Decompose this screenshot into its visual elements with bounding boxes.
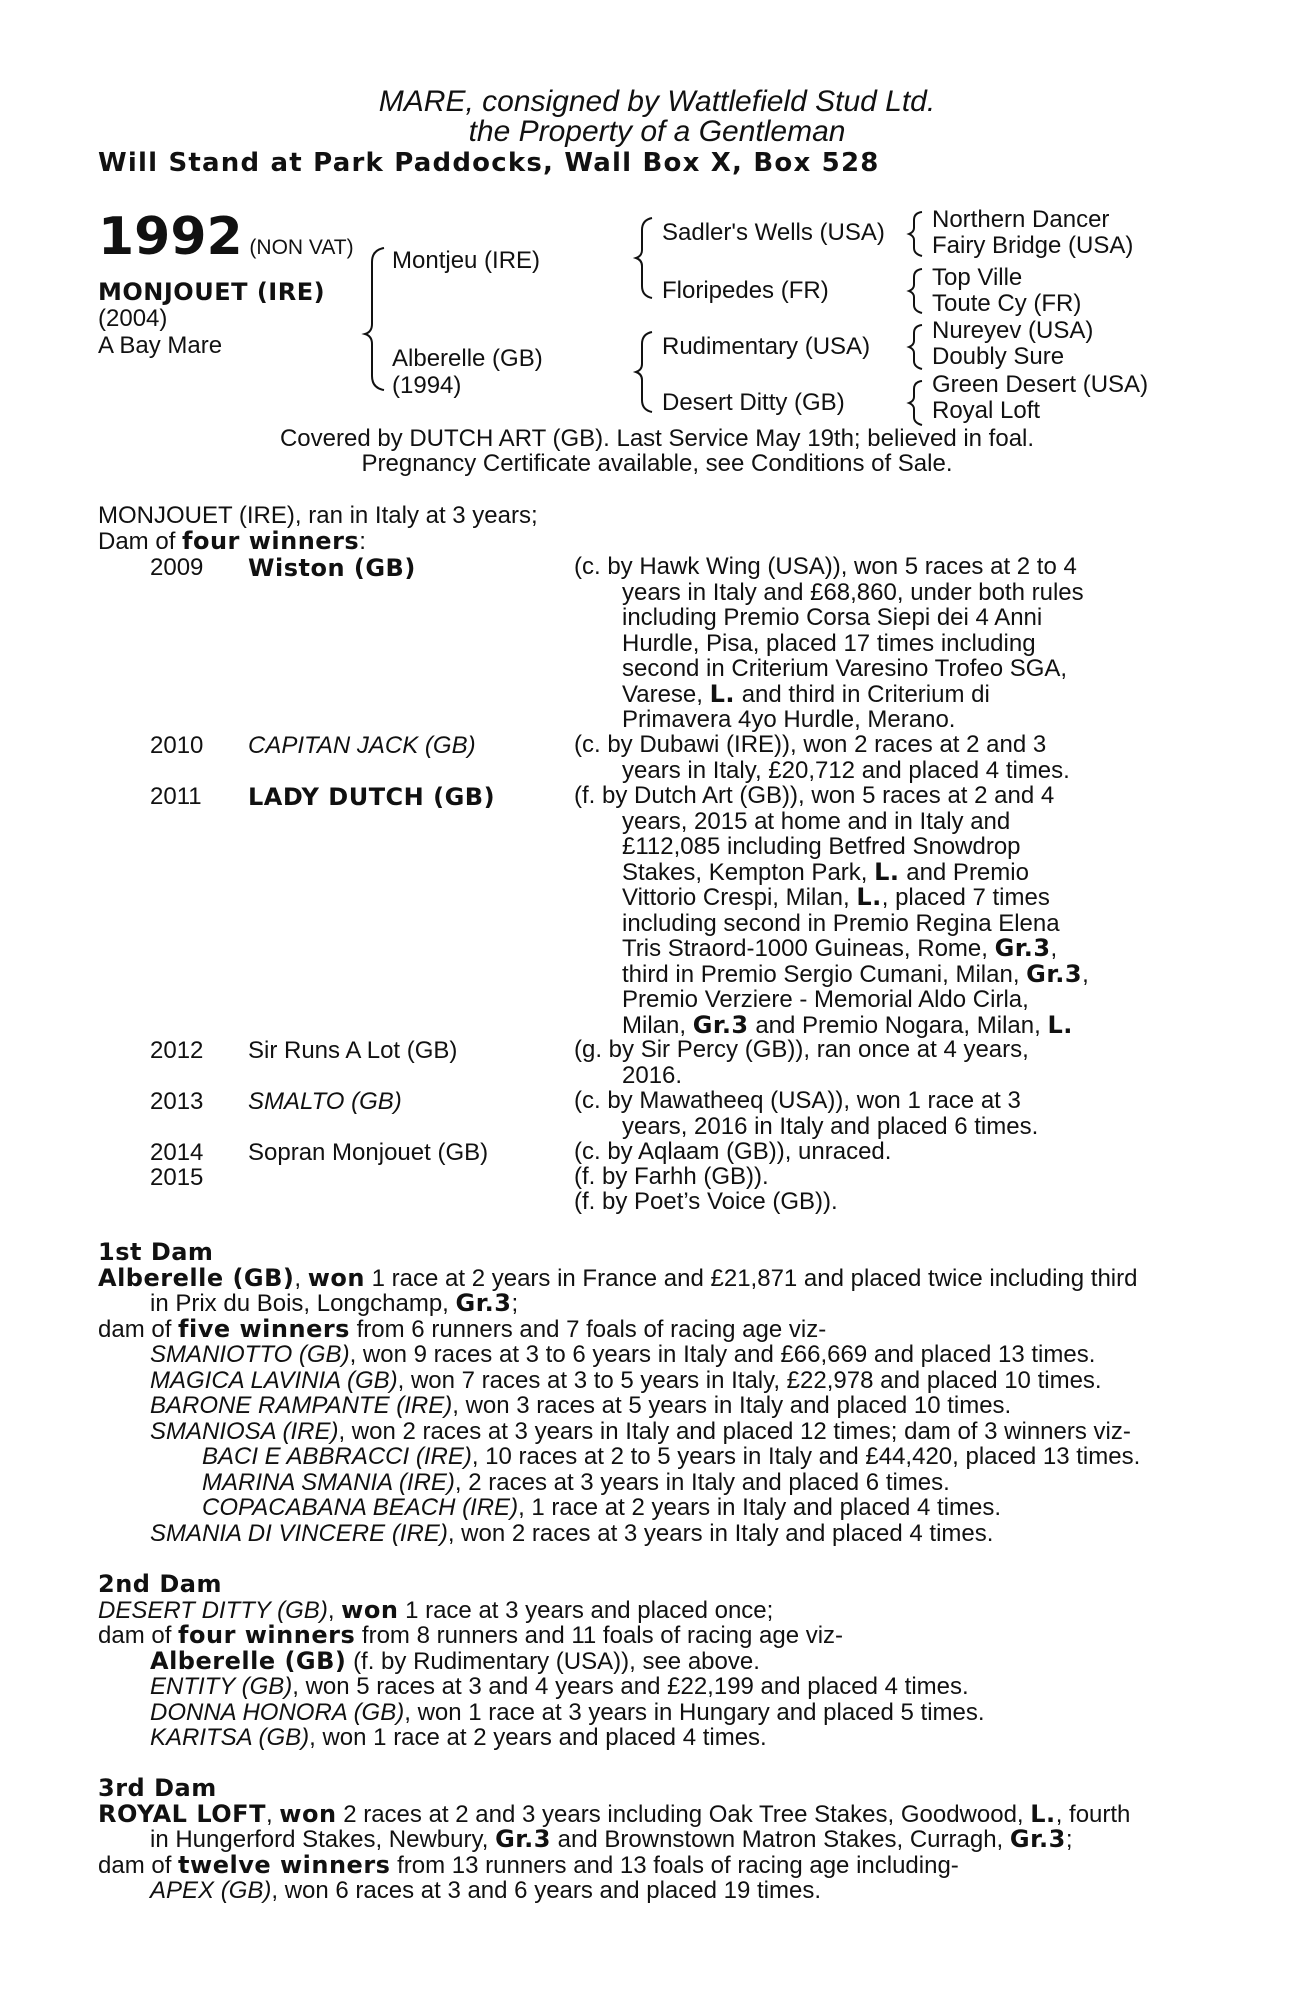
listed-badge: L. <box>1030 1799 1056 1828</box>
runner-record: , won 1 race at 2 years and placed 4 times. <box>309 1724 767 1751</box>
produce-year: 2013 <box>150 1088 204 1115</box>
produce-name: CAPITAN JACK (GB) <box>248 732 476 759</box>
first-dam-produce-summary <box>98 1314 1238 1343</box>
intro-colon: : <box>359 528 366 555</box>
runner-name: Alberelle (GB) <box>150 1646 347 1675</box>
pedigree-sds: Top Ville <box>932 264 1023 291</box>
second-dam-runner <box>98 1700 1238 1726</box>
horse-description: A Bay Mare <box>98 332 223 359</box>
detail-text: and Premio Nogara, Milan, <box>755 1011 1041 1039</box>
first-dam-runner <box>98 1419 1238 1445</box>
detail-line: (c. by Dubawi (IRE)), won 2 races at 2 and 3 <box>574 731 1047 758</box>
listed-badge: L. <box>856 883 882 911</box>
lot-vat: (NON VAT) <box>249 236 354 259</box>
third-dam-section <box>98 1776 1238 1904</box>
detail-text: , <box>1082 960 1089 988</box>
dam-name: Alberelle (GB) <box>98 1263 295 1292</box>
dam-of-text: dam of <box>98 1851 172 1879</box>
pedigree-dam-sire: Rudimentary (USA) <box>662 333 871 360</box>
produce-details <box>574 1139 1122 1165</box>
header-location: Will Stand at Park Paddocks, Wall Box X, Box 528 <box>98 148 880 178</box>
pedigree-sdd: Toute Cy (FR) <box>932 290 1082 317</box>
produce-details <box>574 1164 1122 1190</box>
pedigree-ssd: Fairy Bridge (USA) <box>932 232 1134 259</box>
pedigree-sire-sire: Sadler's Wells (USA) <box>662 219 885 246</box>
first-dam-line <box>98 1291 1238 1317</box>
semicolon: ; <box>1065 1826 1073 1853</box>
second-dam-produce-summary <box>98 1623 1238 1649</box>
semicolon: ; <box>511 1290 519 1317</box>
detail-text: Milan, <box>622 1011 687 1039</box>
runner-record: , 10 races at 2 to 5 years in Italy and £44,420, placed 13 times. <box>471 1443 1141 1470</box>
runner-name: BACI E ABBRACCI (IRE) <box>202 1443 472 1470</box>
first-dam-grandchild <box>98 1495 1238 1521</box>
detail-text: , <box>1050 935 1058 962</box>
won-text: won <box>307 1263 365 1292</box>
dam-record: 1 race at 3 years and placed once; <box>405 1596 774 1624</box>
detail-line: years in Italy, £20,712 and placed 4 times. <box>622 756 1070 784</box>
detail-line: (f. by Farhh (GB)). <box>574 1163 769 1190</box>
runner-name: COPACABANA BEACH (IRE) <box>202 1494 519 1521</box>
detail-line: years, 2015 at home and in Italy and <box>622 807 1011 835</box>
pregnancy-line: Pregnancy Certificate available, see Conditions of Sale. <box>361 450 953 477</box>
group-badge: Gr.3 <box>1026 959 1083 988</box>
runner-name: SMANIA DI VINCERE (IRE) <box>150 1519 448 1547</box>
produce-details <box>574 554 1122 733</box>
pedigree-ddd: Royal Loft <box>932 397 1041 424</box>
dam-record: , fourth <box>1055 1800 1131 1828</box>
runner-record: , won 2 races at 3 years in Italy and placed 4 times. <box>447 1519 994 1547</box>
dam-of-text: dam of <box>98 1622 172 1649</box>
intro-text: Dam of <box>98 528 183 555</box>
runners-text: from 13 runners and 13 foals of racing age including- <box>397 1851 959 1879</box>
detail-text: and Premio <box>906 858 1029 886</box>
second-dam-runner <box>98 1646 1238 1675</box>
detail-line: including Premio Corsa Siepi dei 4 Anni <box>622 604 1043 631</box>
listed-badge: L. <box>874 857 900 886</box>
detail-text: Tris Straord-1000 Guineas, Rome, <box>622 935 988 962</box>
runner-name: SMANIOSA (IRE) <box>150 1417 339 1445</box>
runner-record: , won 1 race at 3 years in Hungary and placed 5 times. <box>404 1698 985 1726</box>
produce-details <box>574 783 1122 1038</box>
produce-details <box>574 1189 1122 1215</box>
runner-record: , won 3 races at 5 years in Italy and placed 10 times. <box>452 1392 1012 1419</box>
detail-line: Premio Verziere - Memorial Aldo Cirla, <box>622 986 1029 1013</box>
first-dam-runner <box>98 1393 1238 1419</box>
header-property: the Property of a Gentleman <box>468 115 846 148</box>
dam-record: in Prix du Bois, Longchamp, <box>150 1290 449 1317</box>
third-dam-runner <box>98 1878 1238 1904</box>
produce-details <box>574 1088 1122 1139</box>
dam-record: in Hungerford Stakes, Newbury, <box>150 1826 489 1853</box>
winners-count: twelve winners <box>178 1850 391 1879</box>
produce-year: 2011 <box>150 783 202 810</box>
detail-text: Stakes, Kempton Park, <box>622 858 868 886</box>
third-dam-line <box>98 1827 1238 1853</box>
detail-line <box>574 679 1122 708</box>
first-dam-grandchild <box>98 1444 1238 1470</box>
second-dam-heading: 2nd Dam <box>98 1570 222 1598</box>
dam-of-text: dam of <box>98 1315 172 1343</box>
won-text: won <box>341 1595 399 1624</box>
first-dam-line <box>98 1263 1238 1292</box>
pedigree-dam: Alberelle (GB) <box>392 345 543 372</box>
pedigree-dam-year: (1994) <box>392 372 462 399</box>
detail-line: (c. by Mawatheeq (USA)), won 1 race at 3 <box>574 1087 1021 1114</box>
first-dam-runner <box>98 1368 1238 1394</box>
dam-name: ROYAL LOFT <box>98 1799 266 1828</box>
pedigree-dsd: Doubly Sure <box>932 343 1065 370</box>
runner-name: APEX (GB) <box>150 1877 272 1904</box>
pedigree-sire: Montjeu (IRE) <box>392 247 541 274</box>
detail-line: £112,085 including Betfred Snowdrop <box>622 833 1021 860</box>
intro-dam-of <box>98 528 366 555</box>
group-badge: Gr.3 <box>495 1825 551 1853</box>
second-dam-runner <box>98 1725 1238 1751</box>
detail-line <box>574 857 1122 886</box>
detail-line: years in Italy and £68,860, under both rules <box>622 578 1084 606</box>
runners-text: from 8 runners and 11 foals of racing age viz- <box>361 1622 844 1649</box>
group-badge: Gr.3 <box>692 1010 749 1039</box>
first-dam-runner <box>98 1521 1238 1547</box>
detail-line: (c. by Hawk Wing (USA)), won 5 races at 2 to 4 <box>574 553 1077 580</box>
detail-line <box>574 885 1122 911</box>
runner-name: SMANIOTTO (GB) <box>150 1341 350 1368</box>
produce-name: Sopran Monjouet (GB) <box>248 1139 489 1166</box>
dam-record: 1 race at 2 years in France and £21,871 and placed twice including third <box>371 1264 1138 1292</box>
produce-details <box>574 1037 1122 1088</box>
pedigree-sire-dam: Floripedes (FR) <box>662 277 829 304</box>
horse-name: MONJOUET (IRE) <box>98 278 326 306</box>
detail-line: years, 2016 in Italy and placed 6 times. <box>622 1112 1039 1140</box>
intro-ran: MONJOUET (IRE), ran in Italy at 3 years; <box>98 502 538 529</box>
detail-line <box>574 1010 1122 1039</box>
detail-line: Primavera 4yo Hurdle, Merano. <box>622 706 956 733</box>
third-dam-heading: 3rd Dam <box>98 1774 217 1802</box>
detail-line <box>574 936 1122 962</box>
runner-record: (f. by Rudimentary (USA)), see above. <box>353 1647 760 1675</box>
runner-name: MAGICA LAVINIA (GB) <box>150 1366 398 1394</box>
detail-text: and third in Criterium di <box>741 680 990 708</box>
group-badge: Gr.3 <box>994 934 1051 962</box>
runner-name: BARONE RAMPANTE (IRE) <box>150 1392 453 1419</box>
produce-name: Sir Runs A Lot (GB) <box>248 1037 458 1064</box>
detail-line: including second in Premio Regina Elena <box>622 909 1060 937</box>
lot-number: 1992 <box>98 207 243 267</box>
comma: , <box>327 1596 335 1624</box>
covered-line: Covered by DUTCH ART (GB). Last Service May 19th; believed in foal. <box>279 425 1035 452</box>
runner-record: , won 9 races at 3 to 6 years in Italy and £66,669 and placed 13 times. <box>349 1341 1096 1368</box>
listed-badge: L. <box>709 679 736 708</box>
produce-year: 2010 <box>150 732 204 759</box>
detail-line: (f. by Poet’s Voice (GB)). <box>574 1188 838 1215</box>
runner-record: , 2 races at 3 years in Italy and placed 6 times. <box>454 1468 950 1496</box>
group-badge: Gr.3 <box>1009 1825 1066 1853</box>
runner-record: , won 7 races at 3 to 5 years in Italy, £22,978 and placed 10 times. <box>397 1366 1102 1394</box>
won-text: won <box>279 1799 337 1828</box>
pedigree-dss: Nureyev (USA) <box>932 317 1094 344</box>
detail-line: Hurdle, Pisa, placed 17 times including <box>622 629 1036 657</box>
runner-name: ENTITY (GB) <box>150 1673 293 1700</box>
detail-text: , placed 7 times <box>881 884 1050 911</box>
dam-record: and Brownstown Matron Stakes, Curragh, <box>557 1826 1004 1853</box>
third-dam-produce-summary <box>98 1850 1238 1879</box>
produce-name: Wiston (GB) <box>248 554 416 582</box>
intro-winners: four winners <box>182 527 360 555</box>
third-dam-line <box>98 1799 1238 1828</box>
detail-line: (g. by Sir Percy (GB)), ran once at 4 years, <box>574 1036 1029 1063</box>
produce-name: SMALTO (GB) <box>248 1088 402 1115</box>
detail-line: 2016. <box>622 1061 683 1089</box>
runner-name: DONNA HONORA (GB) <box>150 1698 405 1726</box>
comma: , <box>265 1800 273 1828</box>
dam-name: DESERT DITTY (GB) <box>98 1596 328 1624</box>
comma: , <box>294 1264 302 1292</box>
runner-name: MARINA SMANIA (IRE) <box>202 1468 455 1496</box>
pedigree-dds: Green Desert (USA) <box>932 371 1149 398</box>
winners-count: four winners <box>178 1621 356 1649</box>
runner-record: , won 6 races at 3 and 6 years and placed 19 times. <box>271 1877 822 1904</box>
first-dam-grandchild <box>98 1470 1238 1496</box>
detail-text: Vittorio Crespi, Milan, <box>622 884 850 911</box>
runner-record: , won 5 races at 3 and 4 years and £22,199 and placed 4 times. <box>292 1673 969 1700</box>
first-dam-section <box>98 1240 1238 1546</box>
first-dam-runner <box>98 1342 1238 1368</box>
first-dam-heading: 1st Dam <box>98 1238 214 1266</box>
runner-name: KARITSA (GB) <box>150 1724 310 1751</box>
second-dam-section <box>98 1572 1238 1751</box>
pedigree-dam-dam: Desert Ditty (GB) <box>662 389 845 416</box>
horse-year: (2004) <box>98 305 168 332</box>
winners-count: five winners <box>178 1314 350 1343</box>
produce-year: 2015 <box>150 1164 204 1191</box>
dam-record: 2 races at 2 and 3 years including Oak Tree Stakes, Goodwood, <box>343 1800 1024 1828</box>
detail-line <box>574 959 1122 988</box>
listed-badge: L. <box>1047 1010 1073 1039</box>
detail-text: third in Premio Sergio Cumani, Milan, <box>622 960 1020 988</box>
runner-record: , 1 race at 2 years in Italy and placed 4 times. <box>518 1494 1001 1521</box>
detail-text: Varese, <box>622 680 703 708</box>
pedigree-sss: Northern Dancer <box>932 206 1110 233</box>
produce-name: LADY DUTCH (GB) <box>248 783 496 811</box>
runner-record: , won 2 races at 3 years in Italy and placed 12 times; dam of 3 winners viz- <box>338 1417 1131 1445</box>
detail-line: (f. by Dutch Art (GB)), won 5 races at 2 and 4 <box>574 782 1055 809</box>
produce-year: 2014 <box>150 1139 204 1166</box>
produce-details <box>574 732 1122 783</box>
produce-year: 2012 <box>150 1037 204 1064</box>
second-dam-runner <box>98 1674 1238 1700</box>
header-consignor: MARE, consigned by Wattlefield Stud Ltd. <box>378 85 936 118</box>
detail-line: (c. by Aqlaam (GB)), unraced. <box>574 1138 892 1165</box>
second-dam-line <box>98 1595 1238 1624</box>
group-badge: Gr.3 <box>455 1289 512 1317</box>
runners-text: from 6 runners and 7 foals of racing age viz- <box>356 1315 827 1343</box>
produce-year: 2009 <box>150 554 204 581</box>
detail-line: second in Criterium Varesino Trofeo SGA, <box>622 655 1068 682</box>
